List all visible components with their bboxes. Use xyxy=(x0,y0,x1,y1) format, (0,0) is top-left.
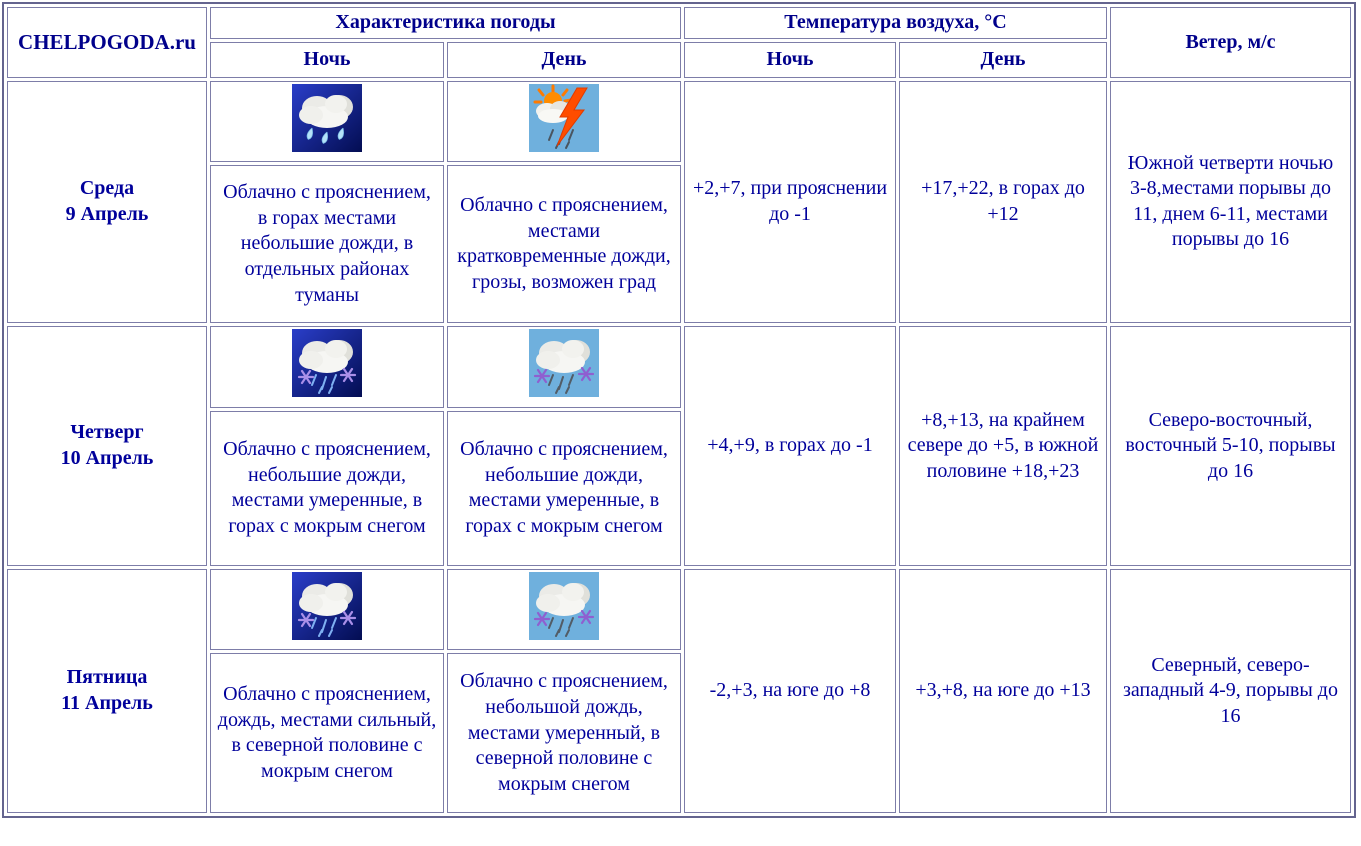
day-desc-cell: Облачно с прояснением, небольшой дождь, местами умеренный, в северной половине с мокрым снегом xyxy=(447,653,681,813)
header-temp-night: Ночь xyxy=(684,42,896,78)
day-label-wednesday xyxy=(7,81,207,324)
header-char-day: День xyxy=(447,42,681,78)
forecast-table xyxy=(2,2,1356,818)
day-desc-cell: Облачно с прояснением, местами кратковременные дожди, грозы, возможен град xyxy=(447,165,681,323)
day-icon-cell xyxy=(447,81,681,163)
day-icon-cell xyxy=(447,569,681,651)
header-char-night: Ночь xyxy=(210,42,444,78)
header-row-1 xyxy=(7,7,1351,39)
wind-cell: Южной четверти ночью 3-8,местами порывы до 11, днем 6-11, местами порывы до 16 xyxy=(1110,81,1351,324)
night-snow-rain-icon xyxy=(292,329,362,397)
header-wind: Ветер, м/с xyxy=(1110,7,1351,78)
table-row xyxy=(7,81,1351,163)
night-icon-cell xyxy=(210,569,444,651)
temp-night-cell: -2,+3, на юге до +8 xyxy=(684,569,896,814)
temp-day-cell: +17,+22, в горах до +12 xyxy=(899,81,1107,324)
day-name: Четверг xyxy=(70,421,144,444)
day-name: Пятница xyxy=(66,666,148,689)
night-rain-icon xyxy=(292,84,362,152)
night-desc-cell: Облачно с прояснением, в горах местами небольшие дожди, в отдельных районах туманы xyxy=(210,165,444,323)
day-storm-icon xyxy=(529,84,599,152)
temp-day-cell: +3,+8, на юге до +13 xyxy=(899,569,1107,814)
header-weather-characteristic: Характеристика погоды xyxy=(210,7,681,39)
temp-night-cell: +2,+7, при прояснении до -1 xyxy=(684,81,896,324)
wind-cell: Северо-восточный, восточный 5-10, порывы до 16 xyxy=(1110,326,1351,566)
header-temp-day: День xyxy=(899,42,1107,78)
table-row xyxy=(7,569,1351,651)
day-name: Среда xyxy=(79,177,135,200)
wind-cell: Северный, северо-западный 4-9, порывы до 16 xyxy=(1110,569,1351,814)
temp-day-cell: +8,+13, на крайнем севере до +5, в южной половине +18,+23 xyxy=(899,326,1107,566)
temp-night-cell: +4,+9, в горах до -1 xyxy=(684,326,896,566)
day-desc-cell: Облачно с прояснением, небольшие дожди, местами умеренные, в горах с мокрым снегом xyxy=(447,411,681,566)
day-icon-cell xyxy=(447,326,681,408)
day-date: 11 Апрель xyxy=(61,692,153,715)
table-row xyxy=(7,326,1351,408)
header-air-temperature: Температура воздуха, °С xyxy=(684,7,1107,39)
site-name: CHELPOGODA.ru xyxy=(18,29,196,54)
night-icon-cell xyxy=(210,326,444,408)
night-desc-cell: Облачно с прояснением, дождь, местами сильный, в северной половине с мокрым снегом xyxy=(210,653,444,813)
day-rain-snow-icon xyxy=(529,572,599,640)
night-desc-cell: Облачно с прояснением, небольшие дожди, местами умеренные, в горах с мокрым снегом xyxy=(210,411,444,566)
day-label-friday xyxy=(7,569,207,814)
night-icon-cell xyxy=(210,81,444,163)
day-rain-snow-icon xyxy=(529,329,599,397)
day-date: 9 Апрель xyxy=(65,202,149,225)
night-snow-rain-icon xyxy=(292,572,362,640)
day-label-thursday xyxy=(7,326,207,566)
site-logo xyxy=(7,7,207,78)
day-date: 10 Апрель xyxy=(60,446,154,469)
